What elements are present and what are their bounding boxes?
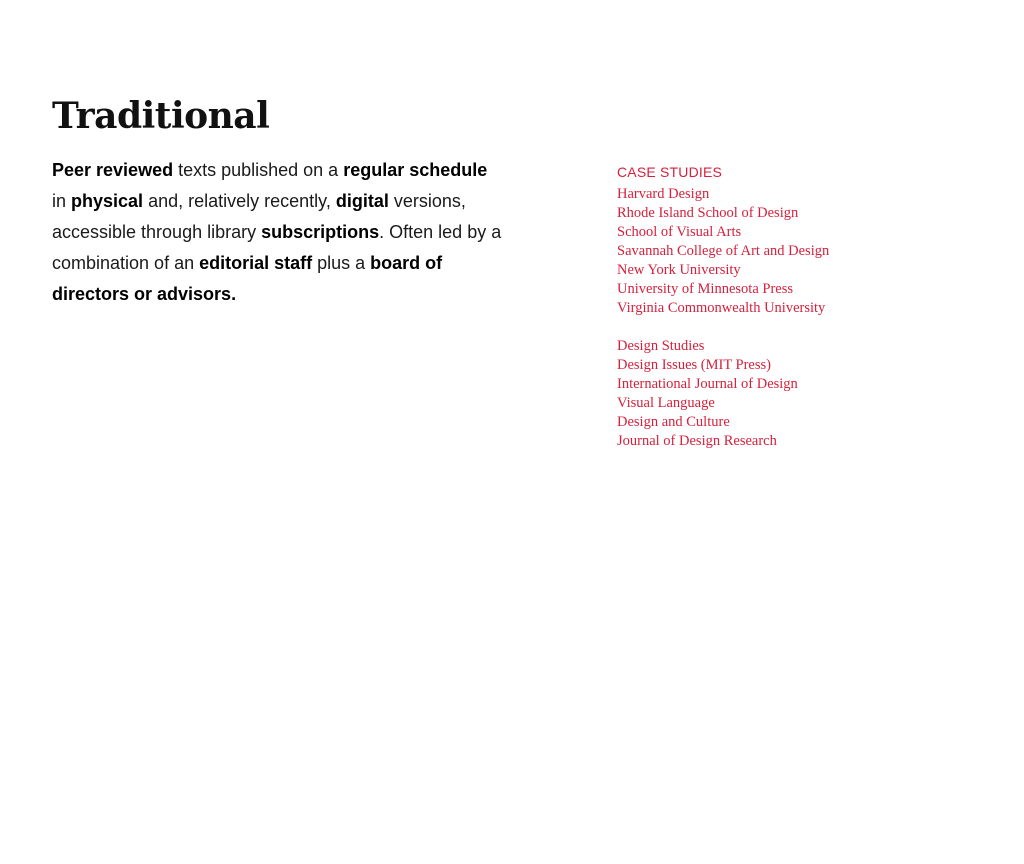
institution-item: New York University <box>617 262 741 278</box>
journal-item: Design and Culture <box>617 414 730 430</box>
institution-item: Harvard Design <box>617 186 710 202</box>
case-studies-heading: CASE STUDIES <box>617 164 723 180</box>
description-text: . Often led by a combination of an <box>52 222 502 273</box>
description-paragraph <box>52 155 502 310</box>
description-emphasis: editorial staff <box>199 253 313 273</box>
institution-item: Virginia Commonwealth University <box>617 300 826 316</box>
institutions-list <box>617 185 957 318</box>
journal-item: Design Issues (MIT Press) <box>617 357 771 373</box>
description-text: in <box>52 191 72 211</box>
institution-item: Savannah College of Art and Design <box>617 243 830 259</box>
description-emphasis: subscriptions <box>261 222 380 242</box>
description-emphasis: physical <box>71 191 144 211</box>
institution-item: Rhode Island School of Design <box>617 205 799 221</box>
description-text: texts published on a <box>173 160 344 180</box>
journals-list <box>617 337 957 451</box>
case-studies-section <box>617 163 957 451</box>
institution-item: University of Minnesota Press <box>617 281 793 297</box>
description-emphasis: Peer reviewed <box>52 160 174 180</box>
journal-item: Journal of Design Research <box>617 433 777 449</box>
journal-item: International Journal of Design <box>617 376 798 392</box>
description-emphasis: regular schedule <box>343 160 488 180</box>
page-title: Traditional <box>52 95 270 137</box>
description-text: versions, accessible through library <box>52 191 466 242</box>
journal-item: Design Studies <box>617 338 705 354</box>
description-text: plus a <box>312 253 371 273</box>
institution-item: School of Visual Arts <box>617 224 742 240</box>
description-text: and, relatively recently, <box>143 191 336 211</box>
journal-item: Visual Language <box>617 395 715 411</box>
description-emphasis: board of directors or advisors. <box>52 253 443 304</box>
description-emphasis: digital <box>335 191 389 211</box>
